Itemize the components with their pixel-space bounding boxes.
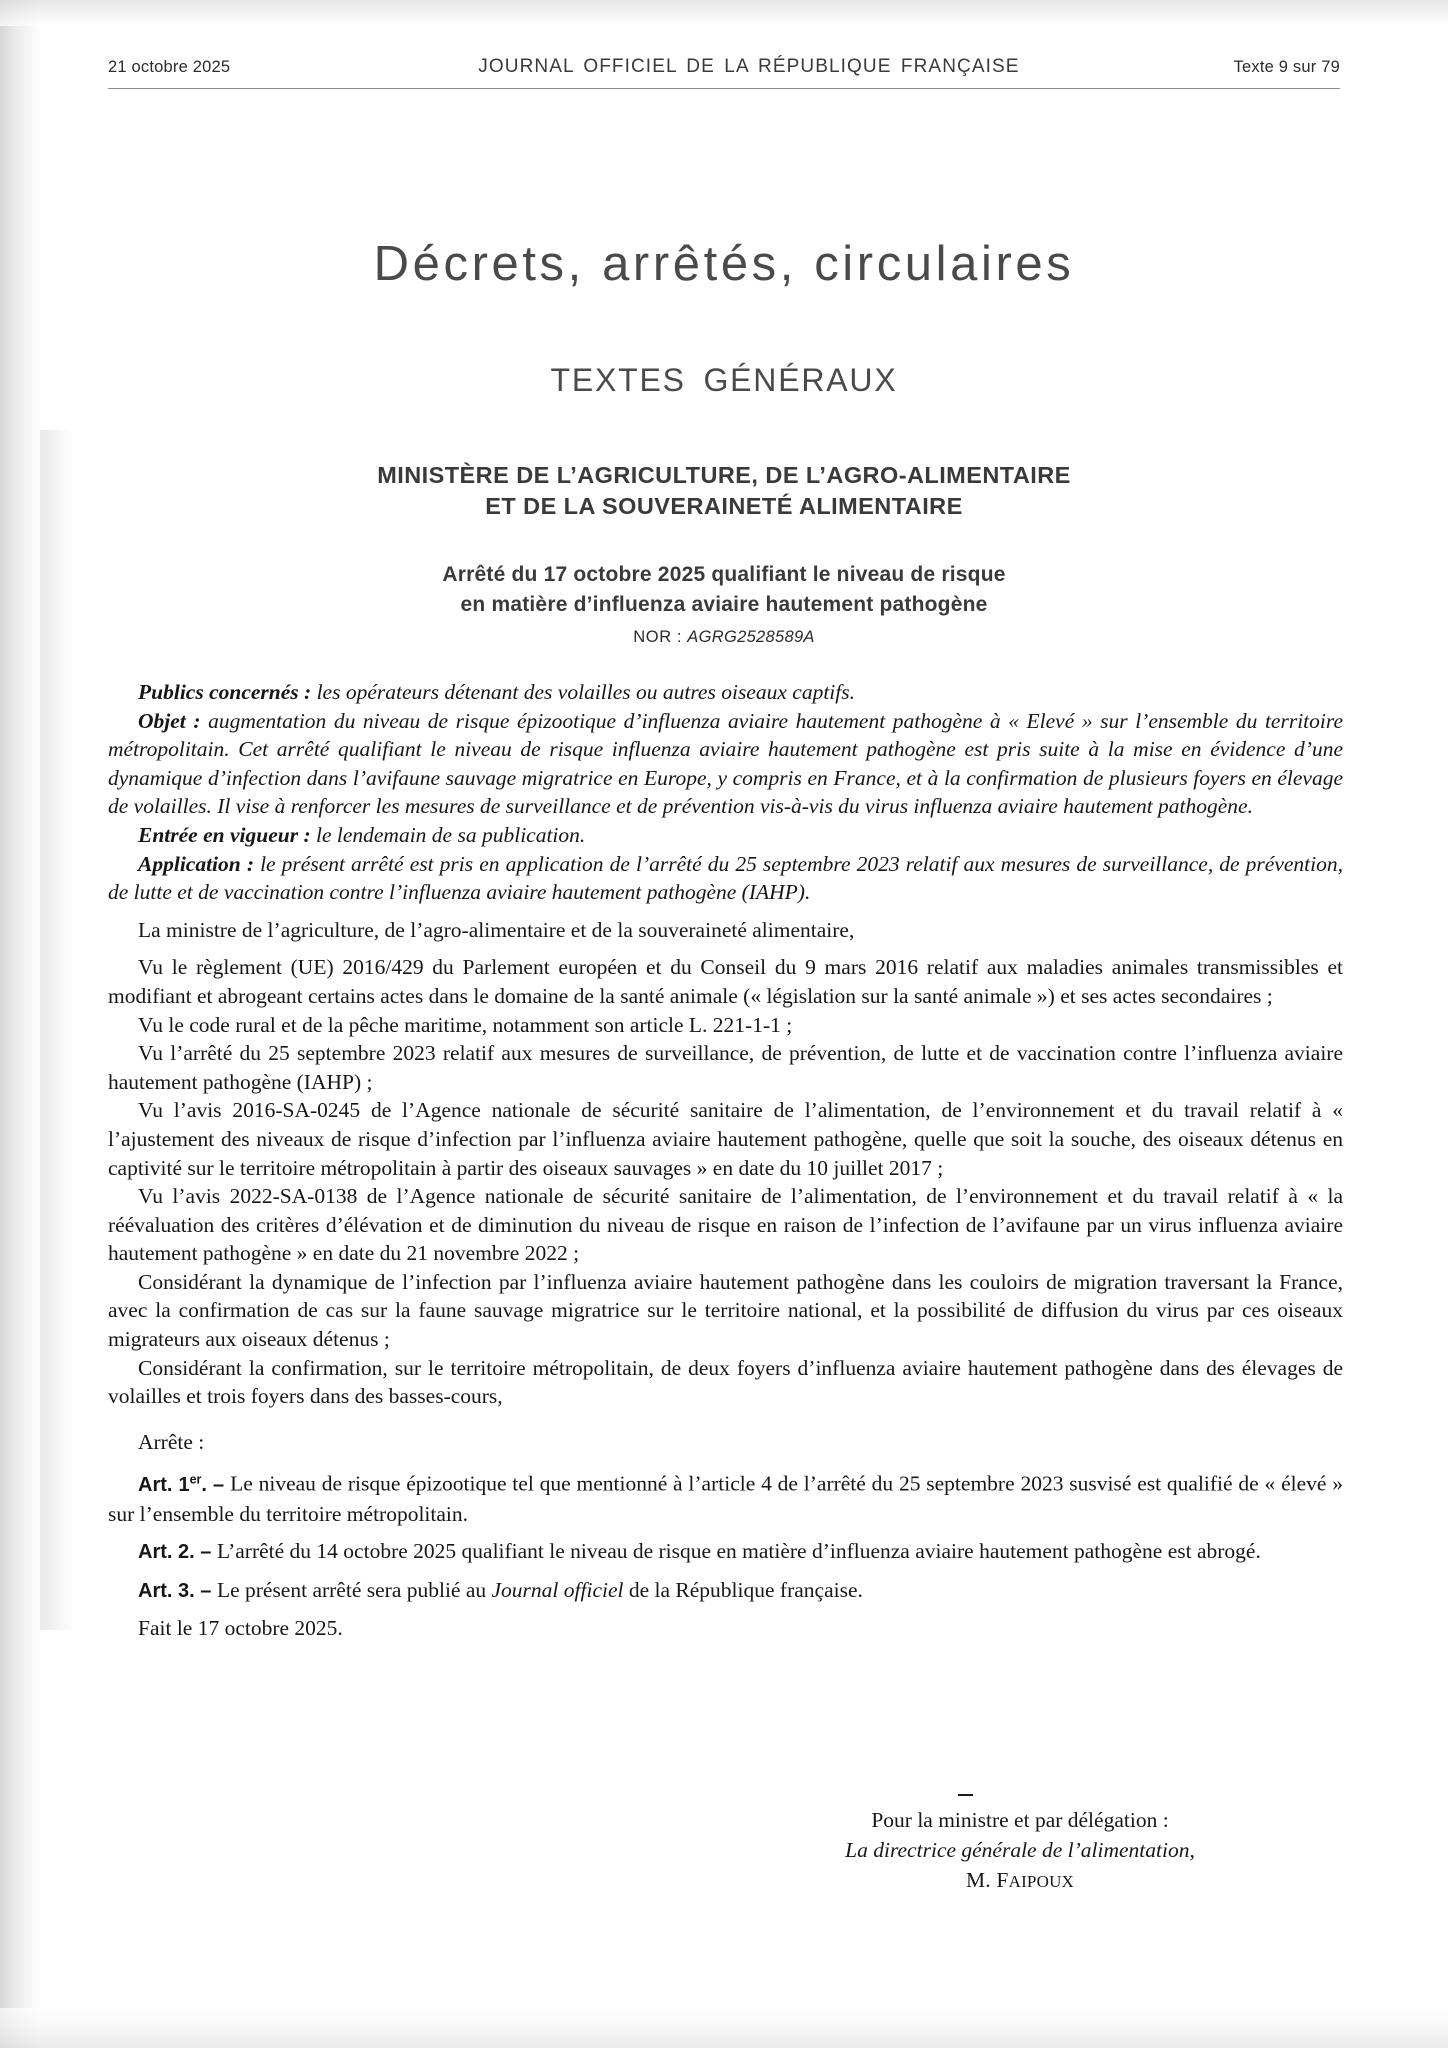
article-2-text: L’arrêté du 14 octobre 2025 qualifiant le niveau de risque en matière d’influenza aviaire hautement pathogène est abrogé. xyxy=(216,1539,1261,1564)
notice-application-text: le présent arrêté est pris en application de l’arrêté du 25 septembre 2023 relatif aux mesures de surveillance, de prévention, de lutte et de vaccination contre l’influenza aviaire hautement pathogène (IAHP). xyxy=(108,851,1343,905)
preamble-vu-1: Vu le règlement (UE) 2016/429 du Parlement européen et du Conseil du 9 mars 2016 relatif aux maladies animales transmissibles et modifiant et abrogeant certains actes dans le domaine de la santé animale (« législation sur la santé animale ») et ses actes secondaires ; xyxy=(108,955,1343,1008)
signature-name xyxy=(690,1865,1350,1897)
page-title: Décrets, arrêtés, circulaires xyxy=(373,237,1075,291)
notice-publics xyxy=(108,678,1343,707)
spacer xyxy=(108,1456,1343,1465)
article-1 xyxy=(108,1465,1343,1528)
article-3-journal-officiel: Journal officiel xyxy=(491,1577,624,1602)
notice-publics-label: Publics concernés : xyxy=(138,680,317,704)
nor-value: AGRG2528589A xyxy=(687,628,815,646)
notice-entree-text: le lendemain de sa publication. xyxy=(315,822,586,847)
signature-delegation-line: Pour la ministre et par délégation : xyxy=(871,1808,1169,1832)
article-3-number-suffix: – xyxy=(194,1579,217,1602)
signature-name-initial: M. F xyxy=(965,1868,1009,1892)
preamble-vu-2: Vu le code rural et de la pêche maritime, notamment son article L. 221-1-1 ; xyxy=(138,1012,793,1037)
notice-objet xyxy=(108,707,1343,821)
notice-publics-text: les opérateurs détenant des volailles ou autres oiseaux captifs. xyxy=(316,680,855,704)
article-1-text: Le niveau de risque épizootique tel que mentionné à l’article 4 de l’arrêté du 25 septembre 2023 susvisé est qualifié de « élevé » sur l’ensemble du territoire métropolitain. xyxy=(108,1472,1343,1526)
article-3-text-before: Le présent arrêté sera publié au xyxy=(216,1577,492,1602)
header-rule xyxy=(108,88,1340,89)
article-3-text-after: de la République française. xyxy=(623,1577,863,1602)
article-1-paragraph xyxy=(108,1465,1343,1528)
signature-dash-mark xyxy=(958,1794,973,1796)
article-1-number-text: Art. 1 xyxy=(138,1474,190,1497)
notice-objet-label: Objet : xyxy=(138,708,209,733)
header-date: 21 octobre 2025 xyxy=(108,58,231,76)
article-2-number-text: Art. 2. xyxy=(138,1541,195,1564)
signature-role: La directrice générale de l’alimentation, xyxy=(845,1838,1195,1862)
signature-name-rest: AIPOUX xyxy=(1008,1872,1075,1891)
notice-objet-text: augmentation du niveau de risque épizootique d’influenza aviaire hautement pathogène à « Elevé » sur l’ensemble du territoire métropolitain. Cet arrêté qualifiant le niveau de risque influenza aviaire hautement pathogène est pris suite à la mise en évidence d’une dynamique d’infection dans l’avifaune sauvage migratrice en Europe, y compris en France, et à la confirmation de plusieurs foyers en élevage de volailles. Il vise à renforcer les mesures de surveillance et de prévention vis-à-vis du virus influenza aviaire hautement pathogène. xyxy=(108,708,1343,819)
closing-date-line: Fait le 17 octobre 2025. xyxy=(138,1616,343,1641)
section-title: TEXTES GÉNÉRAUX xyxy=(550,362,898,398)
ministry-heading-line-2: ET DE LA SOUVERAINETÉ ALIMENTAIRE xyxy=(485,493,963,519)
ministry-heading-line-1: MINISTÈRE DE L’AGRICULTURE, DE L’AGRO-ALIMENTAIRE xyxy=(377,462,1071,488)
header-publication-title: JOURNAL OFFICIEL DE LA RÉPUBLIQUE FRANÇAISE xyxy=(478,56,1020,77)
article-3-number-text: Art. 3. xyxy=(138,1579,195,1602)
arrete-verb: Arrête : xyxy=(138,1429,205,1454)
header-folio: Texte 9 sur 79 xyxy=(1233,58,1340,76)
article-2 xyxy=(108,1537,1343,1567)
nor-line xyxy=(0,628,1448,647)
spacer xyxy=(108,944,1343,953)
arrete-title-line-2: en matière d’influenza aviaire hautement pathogène xyxy=(460,593,988,616)
article-1-number-sup: er xyxy=(189,1472,202,1487)
notice-entree-label: Entrée en vigueur : xyxy=(138,822,316,847)
spacer xyxy=(108,907,1343,916)
ministry-heading xyxy=(0,460,1448,522)
preamble-considerant-1: Considérant la dynamique de l’infection par l’influenza aviaire hautement pathogène dans les couloirs de migration traversant la France, avec la confirmation de cas sur la faune sauvage migratrice sur le territoire national, et la possibilité de diffusion du virus par ces oiseaux migrateurs aux oiseaux détenus ; xyxy=(108,1269,1343,1352)
document-body xyxy=(108,678,1343,1643)
running-head xyxy=(108,56,1340,78)
signature-block xyxy=(690,1805,1350,1897)
spacer xyxy=(108,1567,1343,1576)
preamble-considerant-2: Considérant la confirmation, sur le territoire métropolitain, de deux foyers d’influenza aviaire hautement pathogène dans des élevages de volailles et trois foyers dans des basses-cours, xyxy=(108,1355,1343,1409)
article-2-number xyxy=(138,1541,217,1563)
preamble-vu-4: Vu l’avis 2016-SA-0245 de l’Agence nationale de sécurité sanitaire de l’alimentation, de l’environnement et du travail relatif à « l’ajustement des niveaux de risque d’infection par l’influenza aviaire hautement pathogène, quelle que soit la souche, des oiseaux détenus en captivité sur le territoire métropolitain à partir des oiseaux sauvages » en date du 10 juillet 2017 ; xyxy=(108,1098,1343,1180)
article-3-paragraph xyxy=(108,1576,1343,1606)
article-3-number xyxy=(138,1580,217,1602)
scan-edge-left xyxy=(0,0,42,2048)
preamble-vu-3: Vu l’arrêté du 25 septembre 2023 relatif aux mesures de surveillance, de prévention, de lutte et de vaccination contre l’influenza aviaire hautement pathogène (IAHP) ; xyxy=(108,1041,1343,1094)
scan-edge-bottom xyxy=(0,2008,1448,2048)
article-3 xyxy=(108,1576,1343,1606)
spacer xyxy=(108,1528,1343,1537)
article-2-paragraph xyxy=(108,1537,1343,1567)
arrete-title xyxy=(0,560,1448,620)
preamble-minister: La ministre de l’agriculture, de l’agro-alimentaire et de la souveraineté alimentaire, xyxy=(138,917,855,942)
article-1-number xyxy=(138,1474,230,1496)
preamble-vu-5: Vu l’avis 2022-SA-0138 de l’Agence nationale de sécurité sanitaire de l’alimentation, de l’environnement et du travail relatif à « la réévaluation des critères d’élévation et de diminution du niveau de risque en raison de l’infection de l’avifaune par un virus influenza aviaire hautement pathogène » en date du 21 novembre 2022 ; xyxy=(108,1184,1343,1266)
scan-edge-top xyxy=(0,0,1448,26)
nor-label: NOR : xyxy=(633,628,688,646)
spacer xyxy=(108,1411,1343,1428)
article-2-number-suffix: – xyxy=(194,1541,217,1564)
arrete-title-line-1: Arrêté du 17 octobre 2025 qualifiant le niveau de risque xyxy=(442,563,1006,586)
notice-application-label: Application : xyxy=(138,851,261,876)
article-1-number-suffix: . – xyxy=(201,1474,231,1497)
spacer xyxy=(108,1605,1343,1614)
notice-entree-vigueur xyxy=(108,821,1343,850)
notice-application xyxy=(108,850,1343,907)
